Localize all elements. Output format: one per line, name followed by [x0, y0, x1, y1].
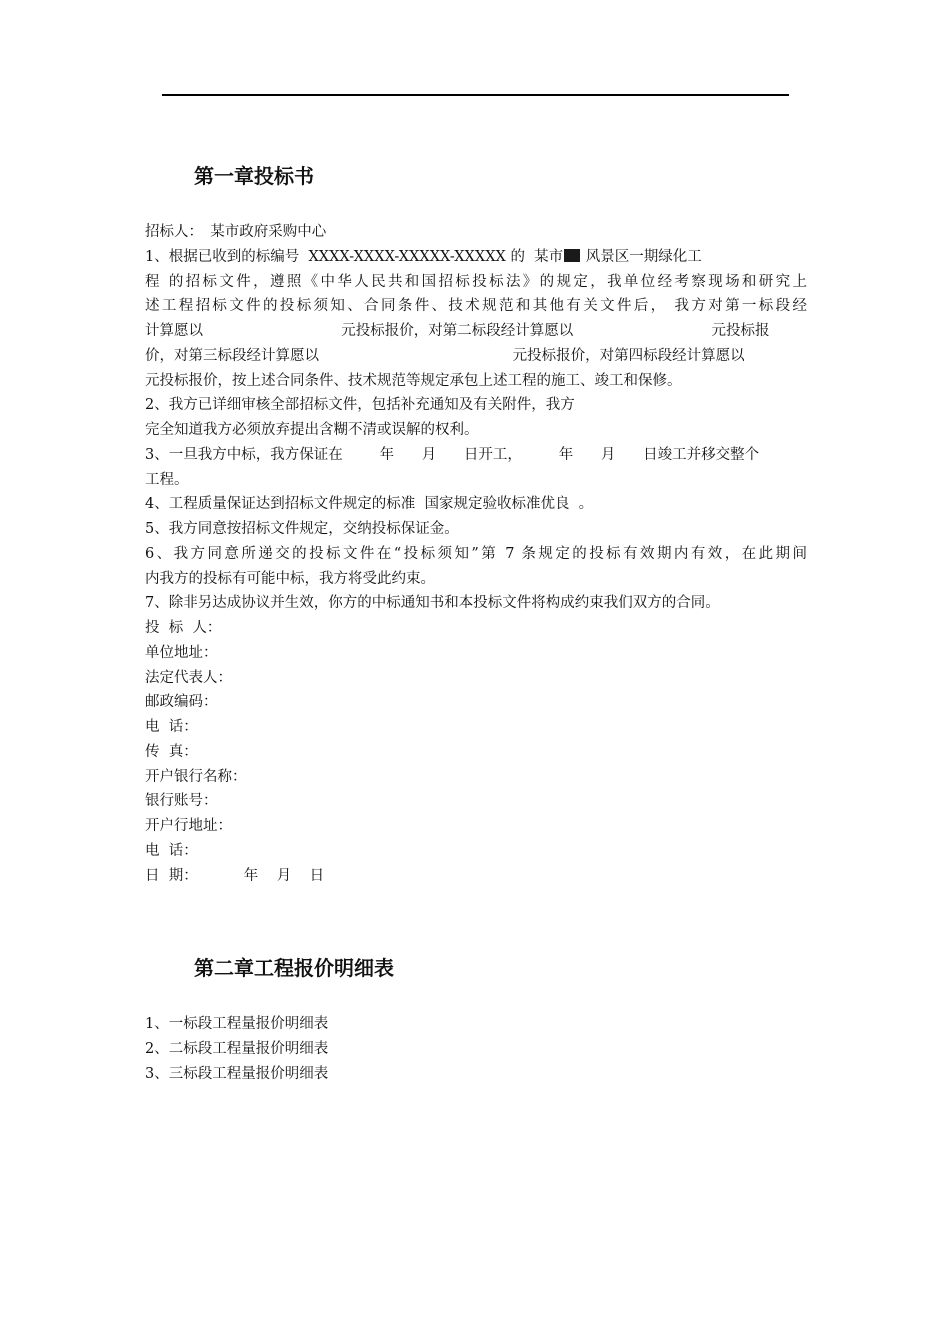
field-phone-2: 电 话： — [145, 842, 198, 859]
paragraph-5: 5、我方同意按招标文件规定，交纳投标保证金。 — [145, 521, 459, 537]
paragraph-1-line-4: 计算愿以 元投标报价，对第二标段经计算愿以 元投标报 — [145, 323, 770, 339]
paragraph-1-line-1-start: 1、根据已收到的标编号 XXXX-XXXX-XXXXX-XXXXX 的 某市 — [145, 248, 564, 265]
paragraph-2-line-1: 2、我方已详细审核全部招标文件，包括补充通知及有关附件，我方 — [145, 397, 575, 414]
paragraph-6-line-1: 6、我方同意所递交的投标文件在“投标须知”第 7 条规定的投标有效期内有效，在此期间 — [145, 545, 807, 562]
field-date: 日 期： 年 月 日 — [145, 867, 325, 884]
field-phone: 电 话： — [145, 719, 198, 735]
paragraph-1-line-1 — [145, 245, 807, 270]
field-address: 单位地址： — [145, 644, 218, 661]
header-rule — [162, 94, 789, 96]
field-postcode: 邮政编码： — [145, 694, 218, 711]
list-item: 3、三标段工程量报价明细表 — [145, 1065, 329, 1082]
paragraph-1-line-3: 述工程招标文件的投标须知、合同条件、技术规范和其他有关文件后， 我方对第一标段经 — [145, 298, 807, 315]
paragraph-1-line-1-end: 风景区一期绿化工 — [581, 248, 702, 265]
tender-letter-body — [145, 220, 807, 888]
paragraph-7: 7、除非另达成协议并生效，你方的中标通知书和本投标文件将构成约束我们双方的合同。 — [145, 595, 720, 612]
paragraph-1-line-2: 程 的招标文件，遵照《中华人民共和国招标投标法》的规定，我单位经考察现场和研究上 — [145, 273, 807, 290]
chapter-2-title: 第二章工程报价明细表 — [194, 956, 394, 980]
field-bank-address: 开户行地址： — [145, 818, 232, 834]
paragraph-3-line-2: 工程。 — [145, 471, 189, 488]
field-bank-account: 银行账号： — [145, 793, 218, 810]
paragraph-2-line-2: 完全知道我方必须放弃提出含糊不清或误解的权利。 — [145, 422, 479, 438]
redacted-mark — [564, 249, 580, 262]
field-bidder: 投 标 人： — [145, 620, 222, 636]
price-list-items — [145, 1012, 807, 1086]
paragraph-1-line-5: 价，对第三标段经计算愿以 元投标报价，对第四标段经计算愿以 — [145, 347, 745, 364]
list-item: 2、二标段工程量报价明细表 — [145, 1040, 329, 1057]
paragraph-3-line-1: 3、一旦我方中标，我方保证在 年 月 日开工， 年 月 日竣工并移交整个 — [145, 446, 760, 463]
chapter-1-title: 第一章投标书 — [194, 164, 314, 188]
paragraph-4: 4、工程质量保证达到招标文件规定的标准 国家规定验收标准优良 。 — [145, 496, 594, 513]
list-item: 1、一标段工程量报价明细表 — [145, 1016, 329, 1032]
field-bank-name: 开户银行名称： — [145, 768, 247, 785]
tenderee-line: 招标人： 某市政府采购中心 — [145, 224, 327, 240]
field-fax: 传 真： — [145, 743, 198, 760]
paragraph-6-line-2: 内我方的投标有可能中标，我方将受此约束。 — [145, 570, 435, 587]
field-legal-rep: 法定代表人： — [145, 669, 232, 686]
paragraph-1-line-6: 元投标报价，按上述合同条件、技术规范等规定承包上述工程的施工、竣工和保修。 — [145, 372, 682, 389]
